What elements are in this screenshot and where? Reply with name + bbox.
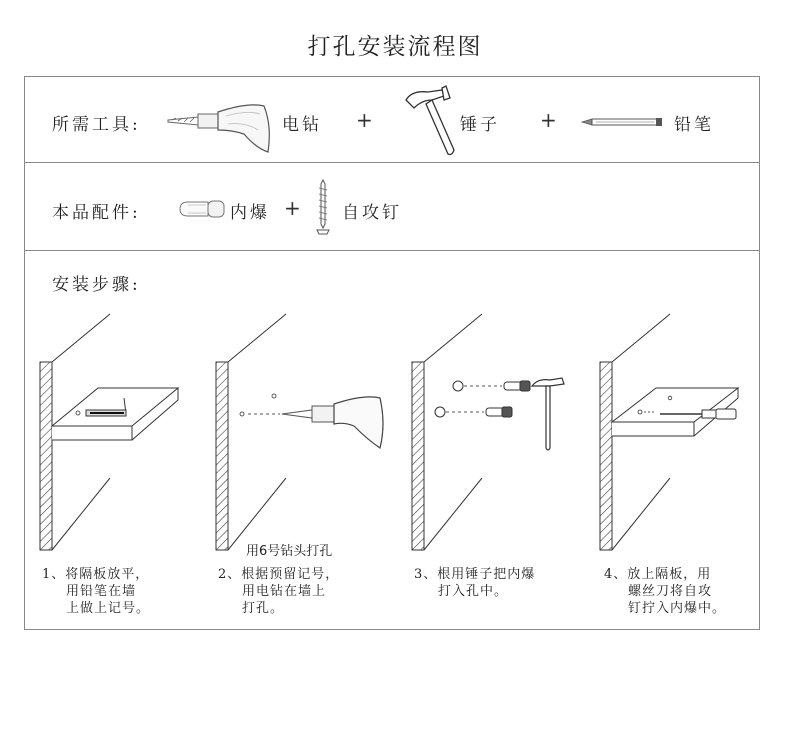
tool-name-drill: 电钻 xyxy=(282,115,322,135)
plus-sign: + xyxy=(356,108,373,132)
step3-illustration xyxy=(410,314,580,554)
divider xyxy=(24,162,760,163)
step-caption-4: 4、放上隔板，用 螺丝刀将自攻 钉拧入内爆中。 xyxy=(604,567,727,616)
step4-illustration xyxy=(598,314,748,554)
steps-label: 安装步骤: xyxy=(52,275,141,295)
pencil-icon xyxy=(582,114,666,130)
screw-icon xyxy=(316,180,330,236)
step-caption-2: 2、根据预留记号， 用电钻在墙上 打孔。 xyxy=(218,567,340,616)
plus-sign: + xyxy=(284,196,301,220)
drill-bit-note: 用6号钻头打孔 xyxy=(246,544,333,559)
step-caption-3: 3、根用锤子把内爆 打入孔中。 xyxy=(414,567,536,599)
drill-icon xyxy=(168,100,278,155)
hammer-icon xyxy=(404,86,460,158)
part-name-screw: 自攻钉 xyxy=(342,203,402,223)
page-title: 打孔安装流程图 xyxy=(307,34,483,60)
step1-illustration xyxy=(38,314,188,554)
tool-name-hammer: 锤子 xyxy=(460,115,500,135)
anchor-icon xyxy=(178,199,228,219)
tools-label: 所需工具: xyxy=(52,115,141,135)
tool-name-pencil: 铅笔 xyxy=(674,115,714,135)
step2-illustration xyxy=(214,314,394,554)
divider xyxy=(24,250,760,251)
plus-sign: + xyxy=(540,108,557,132)
step-caption-1: 1、将隔板放平， 用铅笔在墙 上做上记号。 xyxy=(42,567,151,616)
parts-label: 本品配件: xyxy=(52,203,141,223)
part-name-anchor: 内爆 xyxy=(230,203,270,223)
